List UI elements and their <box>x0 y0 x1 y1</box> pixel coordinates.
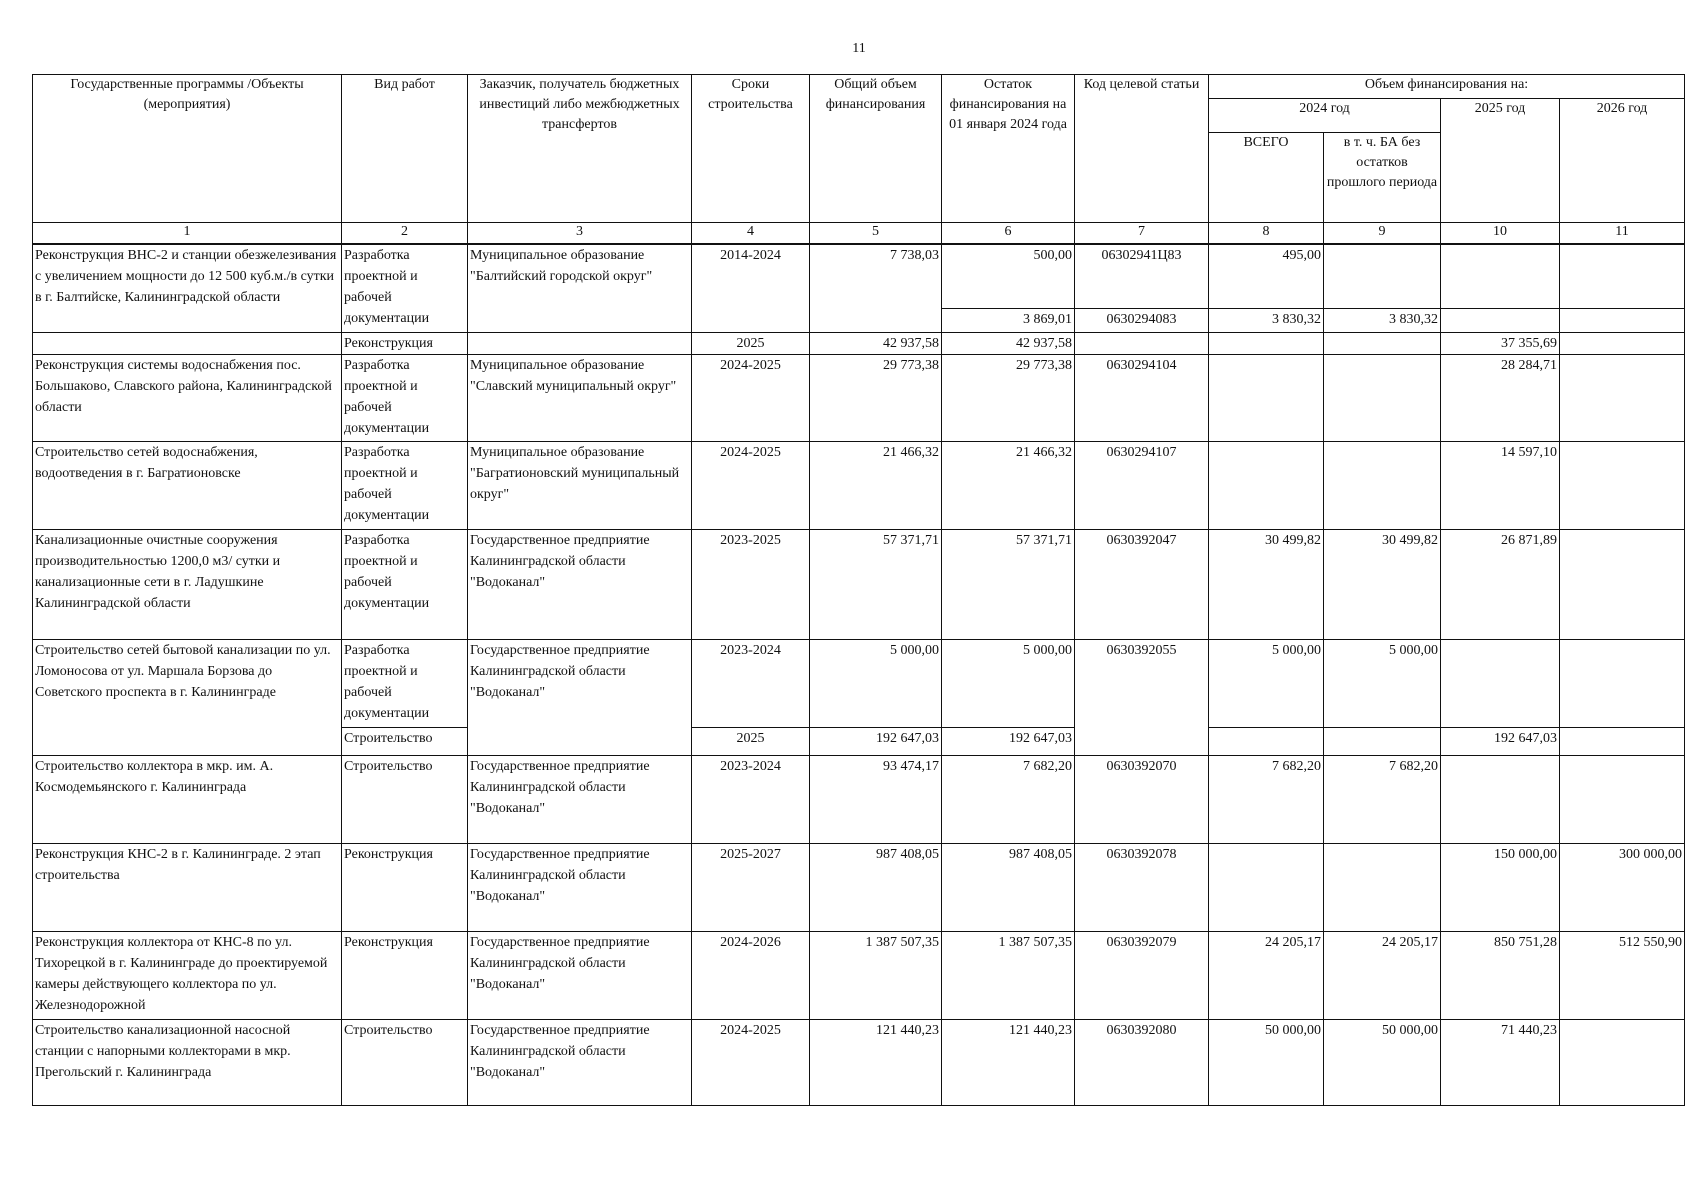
work-type: Реконструкция <box>342 843 468 931</box>
table-row <box>33 529 1685 639</box>
amount-2024: 24 205,17 <box>1209 931 1324 1019</box>
total-financing: 29 773,38 <box>810 354 942 441</box>
amount-2024: 50 000,00 <box>1209 1019 1324 1105</box>
amount-2026 <box>1560 441 1685 529</box>
ba-2024: 50 000,00 <box>1324 1019 1441 1105</box>
header-programs: Государственные программы /Объекты (мероприятия) <box>33 75 342 223</box>
period: 2024-2026 <box>692 931 810 1019</box>
total-financing: 987 408,05 <box>810 843 942 931</box>
work-type: Строительство <box>342 755 468 843</box>
column-number: 7 <box>1075 223 1209 245</box>
code: 0630392079 <box>1075 931 1209 1019</box>
table-body <box>33 244 1685 1105</box>
work-type: Разработка проектной и рабочей документации <box>342 639 468 727</box>
amount-2026 <box>1560 244 1685 308</box>
amount-2026 <box>1560 308 1685 332</box>
code <box>1075 332 1209 354</box>
page-number: 11 <box>852 41 866 56</box>
period: 2025-2027 <box>692 843 810 931</box>
header-customer: Заказчик, получатель бюджетных инвестиций либо межбюджетных трансфертов <box>468 75 692 223</box>
table-row <box>33 755 1685 843</box>
code: 0630392055 <box>1075 639 1209 755</box>
header-period: Сроки строительства <box>692 75 810 223</box>
ba-2024: 7 682,20 <box>1324 755 1441 843</box>
object-name: Строительство сетей водоснабжения, водоотведения в г. Багратионовске <box>33 441 342 529</box>
amount-2025 <box>1441 308 1560 332</box>
column-number: 2 <box>342 223 468 245</box>
object-name: Строительство коллектора в мкр. им. А. Космодемьянского г. Калининграда <box>33 755 342 843</box>
table-row <box>33 354 1685 441</box>
work-type: Строительство <box>342 727 468 755</box>
work-type: Реконструкция <box>342 332 468 354</box>
work-type: Разработка проектной и рабочей документации <box>342 441 468 529</box>
remaining: 21 466,32 <box>942 441 1075 529</box>
column-number: 10 <box>1441 223 1560 245</box>
amount-2026 <box>1560 639 1685 727</box>
total-financing: 42 937,58 <box>810 332 942 354</box>
amount-2024: 3 830,32 <box>1209 308 1324 332</box>
remaining: 42 937,58 <box>942 332 1075 354</box>
amount-2024 <box>1209 843 1324 931</box>
remaining: 121 440,23 <box>942 1019 1075 1105</box>
amount-2026: 512 550,90 <box>1560 931 1685 1019</box>
amount-2025: 14 597,10 <box>1441 441 1560 529</box>
customer: Муниципальное образование "Багратионовский муниципальный округ" <box>468 441 692 529</box>
financing-table <box>32 74 1685 1106</box>
total-financing: 57 371,71 <box>810 529 942 639</box>
column-number-row <box>33 223 1685 245</box>
amount-2025: 37 355,69 <box>1441 332 1560 354</box>
amount-2025 <box>1441 639 1560 727</box>
amount-2024: 5 000,00 <box>1209 639 1324 727</box>
amount-2025 <box>1441 244 1560 308</box>
ba-2024 <box>1324 354 1441 441</box>
remaining: 57 371,71 <box>942 529 1075 639</box>
header-work-type: Вид работ <box>342 75 468 223</box>
remaining: 7 682,20 <box>942 755 1075 843</box>
ba-2024: 30 499,82 <box>1324 529 1441 639</box>
amount-2024 <box>1209 332 1324 354</box>
amount-2024: 495,00 <box>1209 244 1324 308</box>
period: 2024-2025 <box>692 1019 810 1105</box>
period: 2023-2024 <box>692 639 810 727</box>
amount-2025: 71 440,23 <box>1441 1019 1560 1105</box>
remaining: 5 000,00 <box>942 639 1075 727</box>
work-type: Строительство <box>342 1019 468 1105</box>
amount-2024: 7 682,20 <box>1209 755 1324 843</box>
customer: Муниципальное образование "Славский муниципальный округ" <box>468 354 692 441</box>
table-row <box>33 1019 1685 1105</box>
period: 2024-2025 <box>692 354 810 441</box>
remaining: 1 387 507,35 <box>942 931 1075 1019</box>
amount-2025: 26 871,89 <box>1441 529 1560 639</box>
total-financing: 121 440,23 <box>810 1019 942 1105</box>
ba-2024: 3 830,32 <box>1324 308 1441 332</box>
amount-2026 <box>1560 1019 1685 1105</box>
amount-2026 <box>1560 727 1685 755</box>
object-name: Реконструкция системы водоснабжения пос. Большаково, Славского района, Калининградской области <box>33 354 342 441</box>
period: 2025 <box>692 332 810 354</box>
customer: Государственное предприятие Калининградской области "Водоканал" <box>468 931 692 1019</box>
ba-2024 <box>1324 727 1441 755</box>
customer <box>468 332 692 354</box>
header-year-2025: 2025 год <box>1441 99 1560 223</box>
column-number: 11 <box>1560 223 1685 245</box>
customer: Государственное предприятие Калининградской области "Водоканал" <box>468 529 692 639</box>
total-financing: 1 387 507,35 <box>810 931 942 1019</box>
customer: Государственное предприятие Калининградской области "Водоканал" <box>468 843 692 931</box>
amount-2025: 28 284,71 <box>1441 354 1560 441</box>
ba-2024 <box>1324 332 1441 354</box>
remaining: 987 408,05 <box>942 843 1075 931</box>
amount-2024 <box>1209 441 1324 529</box>
amount-2025: 850 751,28 <box>1441 931 1560 1019</box>
customer: Государственное предприятие Калининградской области "Водоканал" <box>468 639 692 755</box>
object-name: Канализационные очистные сооружения производительностью 1200,0 м3/ сутки и канализационные сети в г. Ладушкине Калининградской области <box>33 529 342 639</box>
amount-2025 <box>1441 755 1560 843</box>
period: 2025 <box>692 727 810 755</box>
header-total-2024: ВСЕГО <box>1209 133 1324 223</box>
object-name: Реконструкция КНС-2 в г. Калининграде. 2 этап строительства <box>33 843 342 931</box>
code: 0630294104 <box>1075 354 1209 441</box>
amount-2025: 192 647,03 <box>1441 727 1560 755</box>
code: 0630392080 <box>1075 1019 1209 1105</box>
table-row <box>33 332 1685 354</box>
remaining: 192 647,03 <box>942 727 1075 755</box>
period: 2024-2025 <box>692 441 810 529</box>
object-name: Реконструкция ВНС-2 и станции обезжелезивания с увеличением мощности до 12 500 куб.м./в сутки в г. Балтийске, Калининградской области <box>33 244 342 332</box>
ba-2024 <box>1324 441 1441 529</box>
customer: Государственное предприятие Калининградской области "Водоканал" <box>468 755 692 843</box>
column-number: 4 <box>692 223 810 245</box>
code: 0630294107 <box>1075 441 1209 529</box>
code: 0630392047 <box>1075 529 1209 639</box>
column-number: 5 <box>810 223 942 245</box>
object-name: Реконструкция коллектора от КНС-8 по ул. Тихорецкой в г. Калининграде до проектируемой камеры действующего коллектора по ул. Железнодорожной <box>33 931 342 1019</box>
amount-2024 <box>1209 354 1324 441</box>
work-type: Разработка проектной и рабочей документации <box>342 529 468 639</box>
code: 0630392078 <box>1075 843 1209 931</box>
header-funding-group: Объем финансирования на: <box>1209 75 1685 99</box>
column-number: 9 <box>1324 223 1441 245</box>
header-year-2026: 2026 год <box>1560 99 1685 223</box>
code: 06302941Ц83 <box>1075 244 1209 308</box>
ba-2024 <box>1324 843 1441 931</box>
table-row <box>33 843 1685 931</box>
column-number: 3 <box>468 223 692 245</box>
period: 2023-2024 <box>692 755 810 843</box>
amount-2026 <box>1560 332 1685 354</box>
work-type: Реконструкция <box>342 931 468 1019</box>
total-financing: 192 647,03 <box>810 727 942 755</box>
header-total-financing: Общий объем финансирования <box>810 75 942 223</box>
table-row <box>33 639 1685 727</box>
table-row <box>33 931 1685 1019</box>
amount-2024: 30 499,82 <box>1209 529 1324 639</box>
table-row <box>33 441 1685 529</box>
ba-2024: 5 000,00 <box>1324 639 1441 727</box>
work-type: Разработка проектной и рабочей документации <box>342 244 468 332</box>
remaining: 3 869,01 <box>942 308 1075 332</box>
amount-2025: 150 000,00 <box>1441 843 1560 931</box>
table-row <box>33 244 1685 308</box>
ba-2024: 24 205,17 <box>1324 931 1441 1019</box>
total-financing: 93 474,17 <box>810 755 942 843</box>
header-remaining: Остаток финансирования на 01 января 2024 года <box>942 75 1075 223</box>
amount-2026 <box>1560 529 1685 639</box>
period: 2014-2024 <box>692 244 810 332</box>
customer: Муниципальное образование "Балтийский городской округ" <box>468 244 692 332</box>
ba-2024 <box>1324 244 1441 308</box>
total-financing: 7 738,03 <box>810 244 942 332</box>
customer: Государственное предприятие Калининградской области "Водоканал" <box>468 1019 692 1105</box>
header-code: Код целевой статьи <box>1075 75 1209 223</box>
header-ba-2024: в т. ч. БА без остатков прошлого периода <box>1324 133 1441 223</box>
column-number: 6 <box>942 223 1075 245</box>
work-type: Разработка проектной и рабочей документации <box>342 354 468 441</box>
amount-2024 <box>1209 727 1324 755</box>
column-number: 8 <box>1209 223 1324 245</box>
object-name: Строительство канализационной насосной станции с напорными коллекторами в мкр. Прегольский г. Калининграда <box>33 1019 342 1105</box>
amount-2026 <box>1560 354 1685 441</box>
column-number: 1 <box>33 223 342 245</box>
header-year-2024: 2024 год <box>1209 99 1441 133</box>
code: 0630294083 <box>1075 308 1209 332</box>
table-header <box>33 75 1685 245</box>
total-financing: 21 466,32 <box>810 441 942 529</box>
object-name <box>33 332 342 354</box>
code: 0630392070 <box>1075 755 1209 843</box>
object-name: Строительство сетей бытовой канализации по ул. Ломоносова от ул. Маршала Борзова до Советского проспекта в г. Калининграде <box>33 639 342 755</box>
remaining: 29 773,38 <box>942 354 1075 441</box>
amount-2026 <box>1560 755 1685 843</box>
amount-2026: 300 000,00 <box>1560 843 1685 931</box>
period: 2023-2025 <box>692 529 810 639</box>
total-financing: 5 000,00 <box>810 639 942 727</box>
remaining: 500,00 <box>942 244 1075 308</box>
